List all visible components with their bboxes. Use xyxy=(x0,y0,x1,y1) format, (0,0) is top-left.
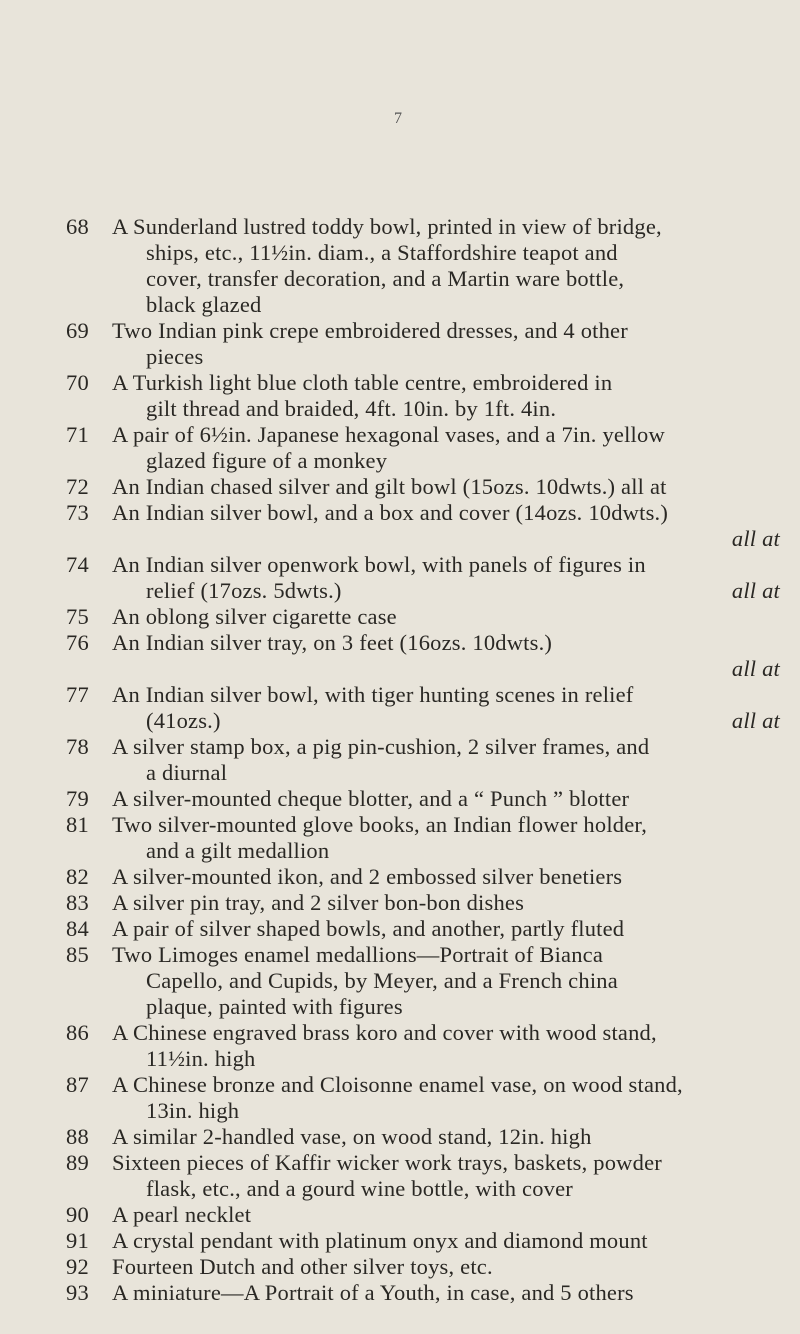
lot-number: 83 xyxy=(66,890,89,915)
lot-description-line: A pearl necklet xyxy=(112,1202,252,1227)
lot-description-line: black glazed xyxy=(146,292,262,317)
lot-description-line: cover, transfer decoration, and a Martin ware bottle, xyxy=(146,266,625,291)
lot-entry xyxy=(0,1202,800,1228)
lot-description-line: Capello, and Cupids, by Meyer, and a French china xyxy=(146,968,618,993)
lot-description-line: A Sunderland lustred toddy bowl, printed in view of bridge, xyxy=(112,214,662,239)
lot-description-line: A Turkish light blue cloth table centre, embroidered in xyxy=(112,370,613,395)
lot-description-line: Sixteen pieces of Kaffir wicker work trays, baskets, powder xyxy=(112,1150,662,1175)
lot-number: 90 xyxy=(66,1202,89,1227)
lot-description-line: A Chinese bronze and Cloisonne enamel vase, on wood stand, xyxy=(112,1072,683,1097)
lot-entry xyxy=(0,812,800,864)
lot-description-line: A miniature—A Portrait of a Youth, in case, and 5 others xyxy=(112,1280,634,1305)
page-mark: 7 xyxy=(394,110,402,127)
lot-entry xyxy=(0,942,800,1020)
lot-number: 86 xyxy=(66,1020,89,1045)
lot-entry xyxy=(0,890,800,916)
lot-entry xyxy=(0,214,800,318)
lot-number: 87 xyxy=(66,1072,89,1097)
lot-description-line: An oblong silver cigarette case xyxy=(112,604,397,629)
lot-description-line: A silver-mounted ikon, and 2 embossed silver benetiers xyxy=(112,864,623,889)
lot-description-line: A similar 2-handled vase, on wood stand, 12in. high xyxy=(112,1124,592,1149)
lot-entry xyxy=(0,1072,800,1124)
lot-description-line: An Indian chased silver and gilt bowl (15ozs. 10dwts.) all at xyxy=(112,474,667,499)
lot-number: 72 xyxy=(66,474,89,499)
lot-description-line: flask, etc., and a gourd wine bottle, with cover xyxy=(146,1176,573,1201)
lot-number: 85 xyxy=(66,942,89,967)
lot-description-line: An Indian silver openwork bowl, with panels of figures in xyxy=(112,552,646,577)
lot-description-line: Two silver-mounted glove books, an Indian flower holder, xyxy=(112,812,648,837)
lot-description-line: A pair of 6½in. Japanese hexagonal vases, and a 7in. yellow xyxy=(112,422,665,447)
lot-entry xyxy=(0,786,800,812)
lot-description-line: glazed figure of a monkey xyxy=(146,448,388,473)
lot-number: 78 xyxy=(66,734,89,759)
lot-description-line: A Chinese engraved brass koro and cover with wood stand, xyxy=(112,1020,657,1045)
lot-number: 88 xyxy=(66,1124,89,1149)
lot-entry xyxy=(0,916,800,942)
lot-entry xyxy=(0,500,800,551)
lot-description-line: a diurnal xyxy=(146,760,228,785)
lot-entry xyxy=(0,1020,800,1072)
lot-entry xyxy=(0,318,800,370)
lot-description-line: An Indian silver tray, on 3 feet (16ozs. 10dwts.) xyxy=(112,630,553,655)
lot-description-line: ships, etc., 11½in. diam., a Staffordshire teapot and xyxy=(146,240,618,265)
lot-number: 69 xyxy=(66,318,89,343)
lot-entry xyxy=(0,1228,800,1254)
lot-description-line: A silver pin tray, and 2 silver bon-bon dishes xyxy=(112,890,525,915)
lot-entry xyxy=(0,734,800,786)
lot-number: 74 xyxy=(66,552,89,577)
lot-description-line: gilt thread and braided, 4ft. 10in. by 1ft. 4in. xyxy=(146,396,557,421)
lot-number: 84 xyxy=(66,916,89,941)
lot-number: 71 xyxy=(66,422,89,447)
lot-number: 75 xyxy=(66,604,89,629)
lot-description-line: 11½in. high xyxy=(146,1046,256,1071)
lot-number: 91 xyxy=(66,1228,89,1253)
lot-entry xyxy=(0,474,800,500)
lot-number: 82 xyxy=(66,864,89,889)
lot-entry xyxy=(0,604,800,630)
lot-number: 81 xyxy=(66,812,89,837)
lot-description-line: and a gilt medallion xyxy=(146,838,330,863)
lot-description-line: Fourteen Dutch and other silver toys, etc. xyxy=(112,1254,493,1279)
lot-entry xyxy=(0,864,800,890)
lot-description-line: (41ozs.) xyxy=(146,708,221,733)
lot-tail-note: all at xyxy=(731,578,780,603)
lot-number: 68 xyxy=(66,214,89,239)
lot-description-line: plaque, painted with figures xyxy=(146,994,403,1019)
lot-description-line: Two Limoges enamel medallions—Portrait of Bianca xyxy=(112,942,604,967)
lot-number: 92 xyxy=(66,1254,89,1279)
lot-entry xyxy=(0,370,800,422)
lot-tail-note: all at xyxy=(731,526,780,551)
lot-tail-note: all at xyxy=(731,656,780,681)
lot-number: 70 xyxy=(66,370,89,395)
lot-entry xyxy=(0,1280,800,1306)
lot-entry xyxy=(0,1124,800,1150)
lot-number: 77 xyxy=(66,682,89,707)
lot-entry xyxy=(0,1150,800,1202)
lot-description-line: An Indian silver bowl, with tiger hunting scenes in relief xyxy=(112,682,634,707)
lot-entry xyxy=(0,1254,800,1280)
lot-number: 93 xyxy=(66,1280,89,1305)
lot-description-line: relief (17ozs. 5dwts.) xyxy=(146,578,342,603)
lot-description-line: pieces xyxy=(146,344,204,369)
lot-description-line: 13in. high xyxy=(146,1098,240,1123)
lot-entry xyxy=(0,422,800,474)
lot-description-line: Two Indian pink crepe embroidered dresses, and 4 other xyxy=(112,318,628,343)
lot-entry xyxy=(0,552,800,604)
lot-tail-note: all at xyxy=(731,708,780,733)
lot-description-line: A silver-mounted cheque blotter, and a “ Punch ” blotter xyxy=(112,786,630,811)
lot-number: 79 xyxy=(66,786,89,811)
lot-description-line: An Indian silver bowl, and a box and cover (14ozs. 10dwts.) xyxy=(112,500,669,525)
lot-description-line: A pair of silver shaped bowls, and another, partly fluted xyxy=(112,916,625,941)
lot-description-line: A crystal pendant with platinum onyx and diamond mount xyxy=(112,1228,648,1253)
lot-number: 76 xyxy=(66,630,89,655)
lot-number: 73 xyxy=(66,500,89,525)
lot-entry xyxy=(0,630,800,681)
lot-number: 89 xyxy=(66,1150,89,1175)
lot-description-line: A silver stamp box, a pig pin-cushion, 2 silver frames, and xyxy=(112,734,650,759)
lot-entry xyxy=(0,682,800,734)
